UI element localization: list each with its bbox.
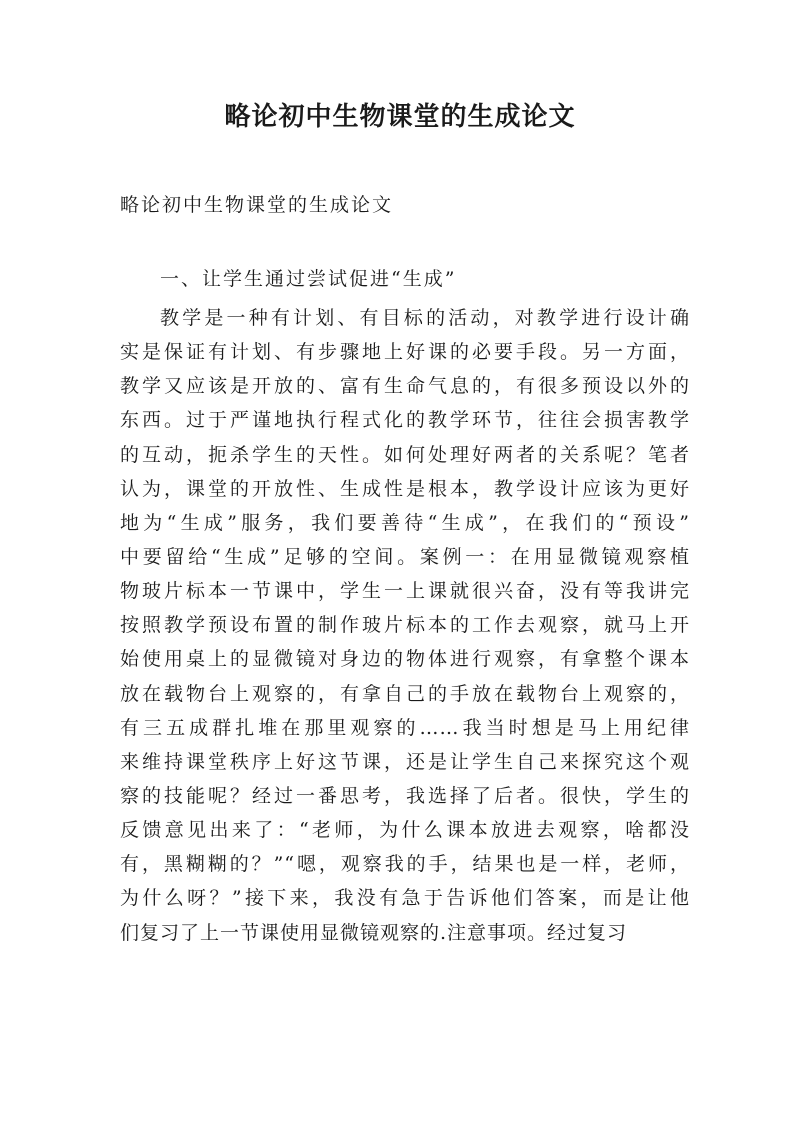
document-subtitle: 略论初中生物课堂的生成论文	[120, 194, 394, 216]
paragraph-line: 有，黑糊糊的？”“嗯，观察我的手，结果也是一样，老师，	[120, 853, 690, 876]
paragraph-line: 们复习了上一节课使用显微镜观察的.注意事项。经过复习	[120, 921, 628, 944]
paragraph-line: 地为“生成”服务，我们要善待“生成”，在我们的“预设”	[120, 511, 690, 534]
paragraph-line: 有三五成群扎堆在那里观察的……我当时想是马上用纪律	[120, 716, 690, 739]
paragraph-line: 为什么呀？”接下来，我没有急于告诉他们答案，而是让他	[120, 887, 690, 910]
paragraph-line: 教学是一种有计划、有目标的活动，对教学进行设计确	[160, 307, 690, 329]
paragraph-line: 教学又应该是开放的、富有生命气息的，有很多预设以外的	[120, 375, 690, 398]
section-heading: 一、让学生通过尝试促进“生成”	[160, 268, 457, 290]
paragraph-line: 东西。过于严谨地执行程式化的教学环节，往往会损害教学	[120, 409, 690, 432]
paragraph-line: 认为，课堂的开放性、生成性是根本，教学设计应该为更好	[120, 477, 690, 500]
paragraph-line: 中要留给“生成”足够的空间。案例一：在用显微镜观察植	[120, 545, 690, 568]
paragraph-line: 放在载物台上观察的，有拿自己的手放在载物台上观察的，	[120, 682, 690, 705]
paragraph-line: 实是保证有计划、有步骤地上好课的必要手段。另一方面，	[120, 341, 690, 364]
paragraph-line: 始使用桌上的显微镜对身边的物体进行观察，有拿整个课本	[120, 648, 690, 671]
paragraph-line: 的互动，扼杀学生的天性。如何处理好两者的关系呢？笔者	[120, 443, 690, 466]
paragraph-line: 察的技能呢？经过一番思考，我选择了后者。很快，学生的	[120, 784, 690, 807]
paragraph-line: 物玻片标本一节课中，学生一上课就很兴奋，没有等我讲完	[120, 580, 690, 603]
paragraph-line: 反馈意见出来了：“老师，为什么课本放进去观察，啥都没	[120, 819, 690, 842]
paragraph-line: 来维持课堂秩序上好这节课，还是让学生自己来探究这个观	[120, 750, 690, 773]
paragraph-line: 按照教学预设布置的制作玻片标本的工作去观察，就马上开	[120, 614, 690, 637]
body-paragraph	[120, 301, 690, 950]
document-title: 略论初中生物课堂的生成论文	[224, 102, 576, 132]
